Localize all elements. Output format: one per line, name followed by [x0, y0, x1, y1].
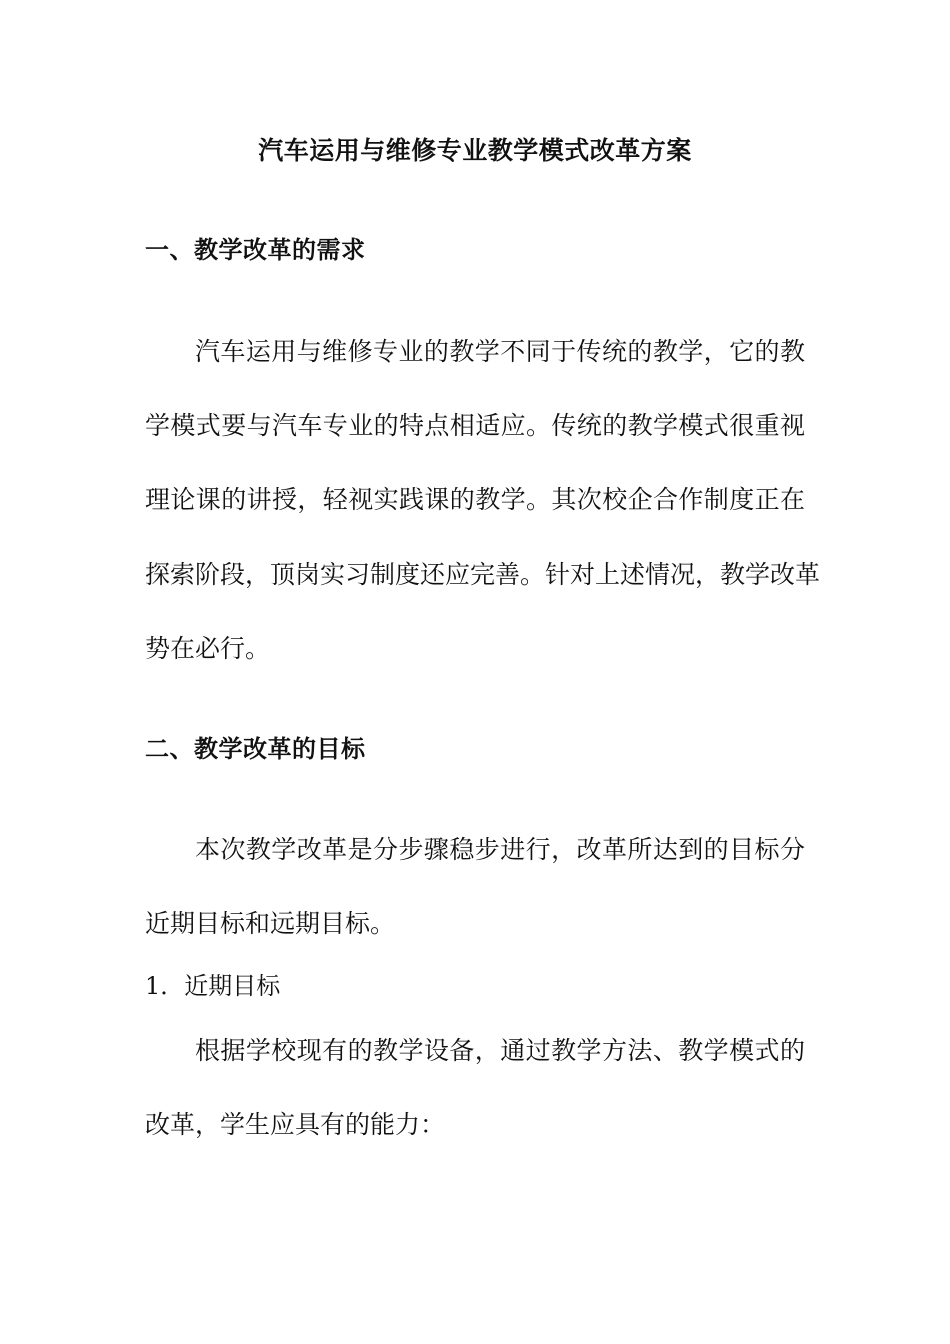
- document-title: 汽车运用与维修专业教学模式改革方案: [258, 136, 692, 165]
- paragraph-line: 学模式要与汽车专业的特点相适应。传统的教学模式很重视: [145, 411, 805, 440]
- paragraph-line: 近期目标和远期目标。: [145, 909, 396, 938]
- paragraph-line: 探索阶段，顶岗实习制度还应完善。针对上述情况，教学改革: [145, 560, 821, 589]
- section-heading-demand: 一、教学改革的需求: [145, 235, 366, 264]
- subsection-label-short-term: 1．近期目标: [145, 972, 281, 1000]
- paragraph-line: 势在必行。: [145, 634, 271, 663]
- paragraph-line: 本次教学改革是分步骤稳步进行，改革所达到的目标分: [195, 835, 805, 864]
- section-heading-goals: 二、教学改革的目标: [145, 734, 366, 763]
- paragraph-line: 汽车运用与维修专业的教学不同于传统的教学，它的教: [195, 337, 805, 366]
- paragraph-line: 改革，学生应具有的能力：: [145, 1110, 446, 1139]
- paragraph-line: 理论课的讲授，轻视实践课的教学。其次校企合作制度正在: [145, 485, 805, 514]
- paragraph-line: 根据学校现有的教学设备，通过教学方法、教学模式的: [195, 1036, 805, 1065]
